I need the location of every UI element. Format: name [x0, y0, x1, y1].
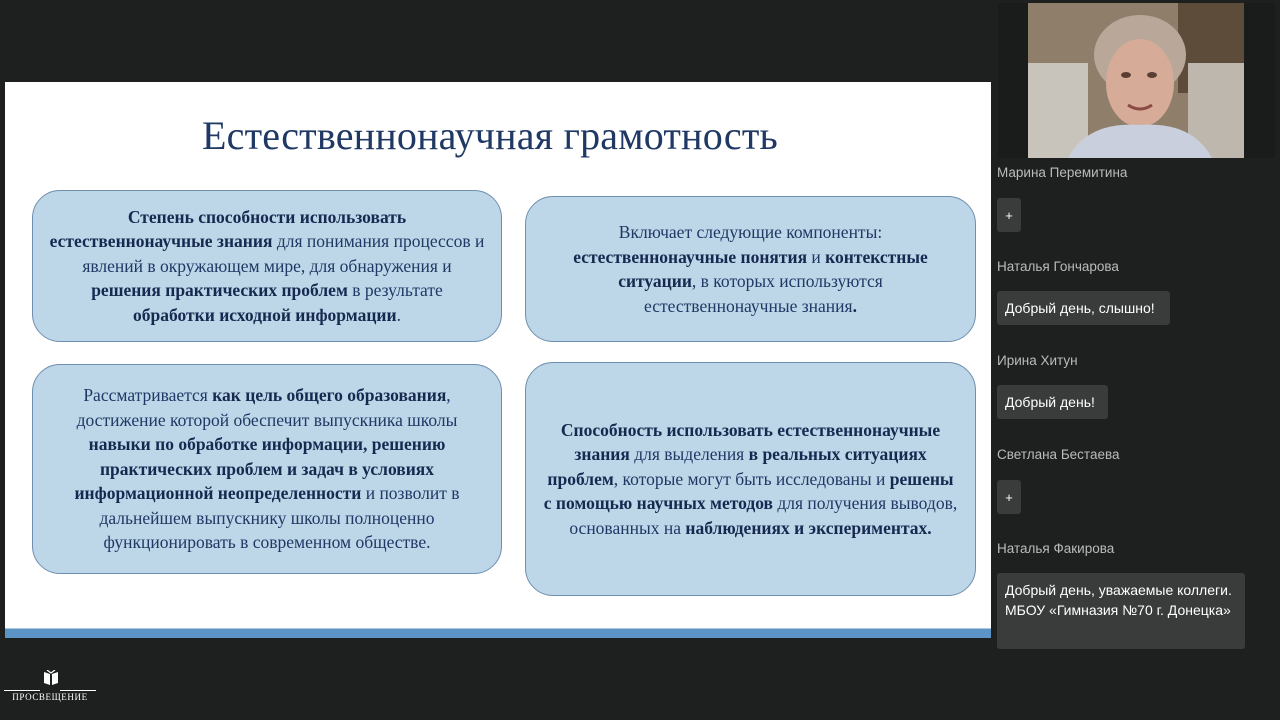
reaction-plus-button[interactable]: +	[997, 480, 1021, 514]
presentation-slide	[5, 82, 991, 638]
text-segment: , достижение которой обеспечит выпускника школы	[76, 385, 458, 430]
text-segment: , которые могут быть исследованы и	[613, 468, 890, 489]
participant-name: Наталья Гончарова	[997, 259, 1119, 274]
text-segment: и позволит в дальнейшем выпускнику школы полноценно функционировать в современном обществе.	[99, 483, 460, 553]
participant-name: Марина Перемитина	[997, 165, 1128, 180]
bold-text-segment: в реальных ситуациях проблем	[547, 444, 927, 489]
text-segment: Включает следующие компоненты:	[618, 222, 883, 242]
bold-text-segment: как цель общего образования	[212, 385, 447, 406]
box-text	[542, 220, 959, 318]
text-segment: для получения выводов, основанных на	[569, 493, 958, 538]
text-segment: для выделения	[629, 444, 749, 465]
logo-rule-left	[4, 690, 40, 691]
text-segment: .	[396, 304, 401, 325]
logo-rule-right	[60, 690, 96, 691]
chat-message: Добрый день!	[997, 385, 1108, 419]
slide-title: Естественнонаучная грамотность	[202, 113, 778, 158]
participant-name: Ирина Хитун	[997, 353, 1078, 368]
text-segment: Рассматривается	[83, 385, 213, 406]
bold-text-segment: решения практических проблем	[91, 280, 348, 301]
logo-text: ПРОСВЕЩЕНИЕ	[12, 692, 88, 702]
bold-text-segment: контекстные ситуации	[618, 246, 928, 291]
speaker-avatar-icon	[1028, 3, 1244, 158]
bold-text-segment: естественнонаучные понятия	[573, 246, 808, 267]
box-text	[49, 383, 485, 555]
participant-video[interactable]	[998, 3, 1275, 158]
participant-name: Светлана Бестаева	[997, 447, 1120, 462]
box-text	[49, 205, 485, 328]
bold-text-segment: .	[852, 295, 857, 316]
prosveshchenie-logo	[4, 670, 96, 706]
box-text	[542, 418, 959, 541]
bold-text-segment: Степень способности использовать естественнонаучные знания	[49, 206, 407, 252]
definition-box	[32, 190, 502, 342]
text-segment: в результате	[347, 280, 443, 301]
bold-text-segment: навыки по обработке информации, решению практических проблем и задач в условиях информационной неопределенности	[74, 434, 446, 504]
text-segment: для понимания процессов и явлений в окружающем мире, для обнаружения и	[82, 231, 485, 276]
bold-text-segment: наблюдениях и экспериментах.	[685, 517, 932, 538]
reaction-plus-button[interactable]: +	[997, 198, 1021, 232]
education-goal-box	[32, 364, 502, 574]
components-box	[525, 196, 976, 342]
participant-name: Наталья Факирова	[997, 541, 1115, 556]
ability-box	[525, 362, 976, 596]
text-segment: и	[807, 246, 826, 267]
bold-text-segment: обработки исходной информации	[133, 304, 397, 325]
text-segment: , в которых используются естественнонаучные знания	[644, 271, 883, 316]
book-logo-icon	[41, 670, 61, 686]
bold-text-segment: решены с помощью научных методов	[543, 468, 954, 514]
chat-message: Добрый день, уважаемые коллеги. МБОУ «Гимназия №70 г. Донецка»	[997, 573, 1245, 649]
bold-text-segment: Способность использовать естественнонаучные знания	[560, 419, 941, 465]
chat-message: Добрый день, слышно!	[997, 291, 1170, 325]
video-frame	[1028, 3, 1244, 158]
slide-footer-bar	[5, 628, 991, 638]
